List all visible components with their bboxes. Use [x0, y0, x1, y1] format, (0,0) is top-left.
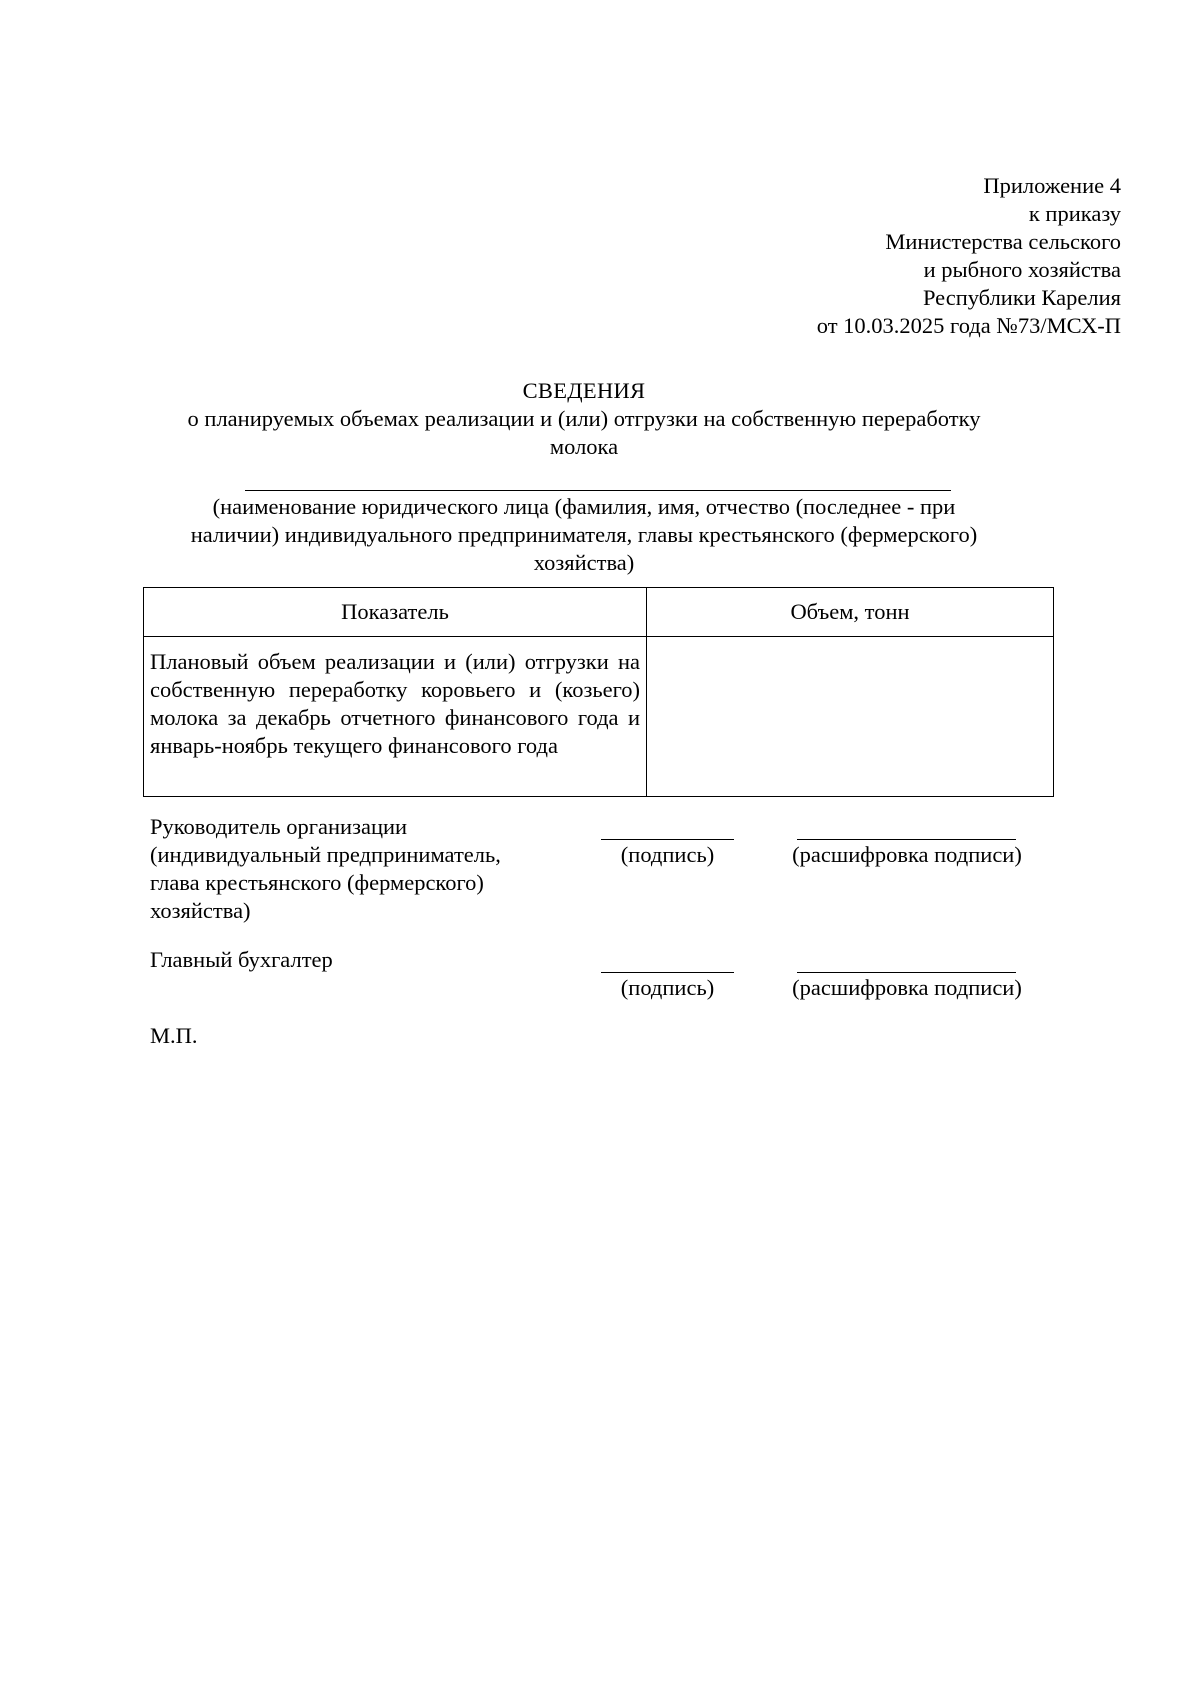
stamp-placeholder: М.П.: [150, 1023, 198, 1048]
entity-name-field-line[interactable]: [245, 490, 951, 491]
head-signature-caption: (подпись): [620, 842, 715, 867]
head-label-line: глава крестьянского (фермерского): [150, 870, 484, 895]
indicator-cell: Плановый объем реализации и (или) отгрузки на собственную переработку коровьего и (козьего) молока за декабрь отчетного финансового года и январь-ноябрь текущего финансового года: [144, 637, 647, 797]
table-row: [144, 637, 1054, 797]
data-table: [143, 587, 1054, 797]
head-decryption-line[interactable]: [797, 839, 1016, 840]
head-decryption-caption: (расшифровка подписи): [792, 842, 1022, 867]
head-signature-label: [150, 813, 570, 925]
appendix-line: и рыбного хозяйства: [923, 257, 1121, 282]
document-subtitle: о планируемых объемах реализации и (или) отгрузки на собственную переработку: [187, 406, 981, 431]
head-label-line: (индивидуальный предприниматель,: [150, 842, 501, 867]
accountant-signature-line[interactable]: [601, 972, 734, 973]
entity-caption-line: хозяйства): [533, 550, 635, 575]
table-header-row: [144, 588, 1054, 637]
appendix-line: к приказу: [1028, 201, 1121, 226]
appendix-block: [601, 172, 1121, 340]
document-subtitle: молока: [549, 434, 619, 459]
document-title: СВЕДЕНИЯ: [522, 378, 646, 403]
appendix-line: Министерства сельского: [885, 229, 1121, 254]
appendix-line: от 10.03.2025 года №73/МСХ-П: [816, 313, 1121, 338]
accountant-signature-label: Главный бухгалтер: [150, 947, 333, 972]
volume-cell[interactable]: [647, 637, 1054, 797]
head-signature-line[interactable]: [601, 839, 734, 840]
appendix-line: Приложение 4: [983, 173, 1121, 198]
head-label-line: Руководитель организации: [150, 814, 408, 839]
column-header-volume: Объем, тонн: [647, 588, 1054, 637]
entity-caption-line: наличии) индивидуального предпринимателя, главы крестьянского (фермерского): [190, 522, 978, 547]
head-label-line: хозяйства): [150, 898, 251, 923]
appendix-line: Республики Карелия: [922, 285, 1121, 310]
column-header-indicator: Показатель: [144, 588, 647, 637]
document-heading: [143, 377, 1025, 461]
entity-name-caption: [143, 493, 1025, 577]
accountant-decryption-line[interactable]: [797, 972, 1016, 973]
entity-caption-line: (наименование юридического лица (фамилия, имя, отчество (последнее - при: [212, 494, 956, 519]
accountant-signature-caption: (подпись): [620, 975, 715, 1000]
accountant-decryption-caption: (расшифровка подписи): [792, 975, 1022, 1000]
